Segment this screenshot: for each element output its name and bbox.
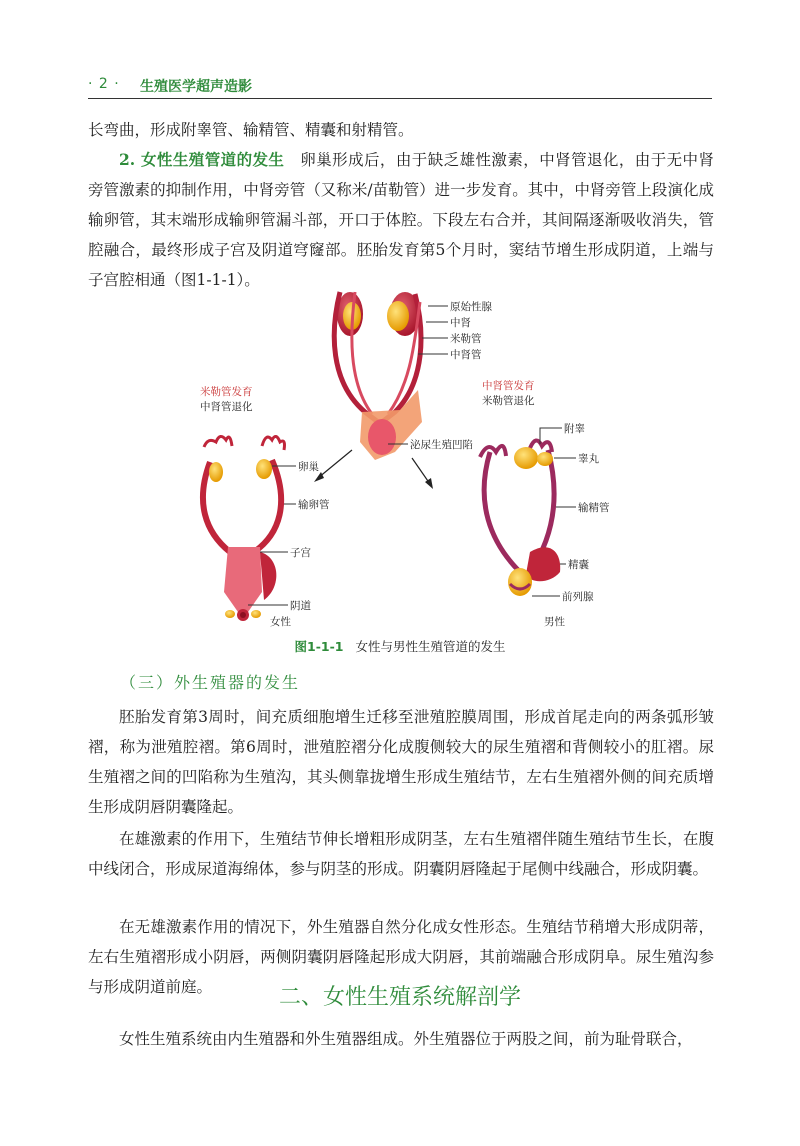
- female-drawing: [203, 436, 285, 621]
- label-vagina: 阴道: [290, 600, 311, 612]
- gonad-right: [387, 301, 409, 331]
- label-uterus: 子宫: [290, 547, 311, 559]
- arrow-to-female: [318, 450, 352, 478]
- paragraph-external-1: 胚胎发育第3周时，间充质细胞增生迁移至泄殖腔膜周围，形成首尾走向的两条弧形皱褶，称为泄殖腔褶。第6周时，泄殖腔褶分化成腹侧较大的尿生殖褶和背侧较小的肛褶。尿生殖褶之间的凹陷称为生殖沟，其头侧靠拢增生形成生殖结节，左右生殖褶外侧的间充质增生形成阴唇阴囊隆起。: [88, 708, 714, 816]
- label-mesonephros: 中肾: [450, 317, 471, 329]
- book-title: 生殖医学超声造影: [140, 79, 252, 95]
- paragraph-text: 卵巢形成后，由于缺乏雄性激素，中肾管退化，由于无中肾旁管激素的抑制作用，中肾旁管（又称米/苗勒管）进一步发育。其中，中肾旁管上段演化成输卵管，其末端形成输卵管漏斗部，开口于体腔。下段左右合并，其间隔逐渐吸收消失，管腔融合，最终形成子宫及阴道穹窿部。胚胎发育第5个月时，窦结节增生形成阴道，上端与子宫腔相通（图1-1-1）。: [88, 151, 714, 289]
- label-urogenital-sinus: 泌尿生殖凹陷: [410, 439, 473, 451]
- label-testis: 睾丸: [578, 453, 599, 465]
- indifferent-stage-drawing: [334, 292, 422, 460]
- male-drawing: [480, 440, 560, 596]
- female-title-red: 米勒管发育: [200, 386, 253, 398]
- label-seminal-vesicle: 精囊: [568, 559, 589, 571]
- section-title: 二、女性生殖系统解剖学: [278, 985, 521, 1010]
- label-oviduct: 输卵管: [298, 499, 330, 511]
- label-vas-deferens: 输精管: [578, 502, 610, 514]
- paragraph-anatomy: 女性生殖系统由内生殖器和外生殖器组成。外生殖器位于两股之间，前为耻骨联合，: [119, 1030, 693, 1048]
- subsection-title: （三）外生殖器的发生: [120, 673, 301, 692]
- paragraph-external-2: 在雄激素的作用下，生殖结节伸长增粗形成阴茎，左右生殖褶伴随生殖结节生长，在腹中线闭合，形成尿道海绵体，参与阴茎的形成。阴囊阴唇隆起于尾侧中线融合，形成阴囊。: [88, 830, 714, 878]
- male-caption: 男性: [544, 616, 565, 628]
- testis-left: [514, 447, 538, 469]
- seminal-vesicle-shape: [526, 547, 560, 581]
- male-title: 米勒管退化: [482, 395, 535, 407]
- female-title: 中肾管退化: [200, 401, 253, 413]
- label-ovary: 卵巢: [298, 461, 319, 473]
- paragraph-external-3: 在无雄激素作用的情况下，外生殖器自然分化成女性形态。生殖结节稍增大形成阴蒂，左右生殖褶形成小阴唇，两侧阴囊阴唇隆起形成大阴唇，其前端融合形成阴阜。尿生殖沟参与形成阴道前庭。: [88, 918, 714, 996]
- page-number: · 2 ·: [88, 76, 120, 92]
- figure-duct-development: [190, 272, 630, 650]
- ovary-left: [209, 462, 223, 482]
- label-primordial-gonad: 原始性腺: [450, 301, 492, 313]
- label-wolffian-duct: 中肾管: [450, 349, 482, 361]
- arrow-to-male: [412, 458, 430, 484]
- running-header: [88, 74, 712, 99]
- paragraph-heading: 2. 女性生殖管道的发生: [119, 150, 285, 169]
- figure-caption-text: 女性与男性生殖管道的发生: [355, 639, 506, 654]
- male-title-red: 中肾管发育: [482, 380, 535, 392]
- figure-caption: [0, 637, 800, 655]
- figure-number: 图1-1-1: [294, 639, 344, 654]
- female-caption: 女性: [270, 616, 291, 628]
- label-epididymis: 附睾: [564, 423, 585, 435]
- uterus-shape: [224, 547, 262, 612]
- label-prostate: 前列腺: [562, 591, 594, 603]
- prostate-shape: [508, 568, 532, 596]
- label-mullerian-duct: 米勒管: [450, 333, 482, 345]
- ovary-right: [256, 459, 272, 479]
- paragraph-continued: 长弯曲，形成附睾管、输精管、精囊和射精管。: [88, 121, 414, 139]
